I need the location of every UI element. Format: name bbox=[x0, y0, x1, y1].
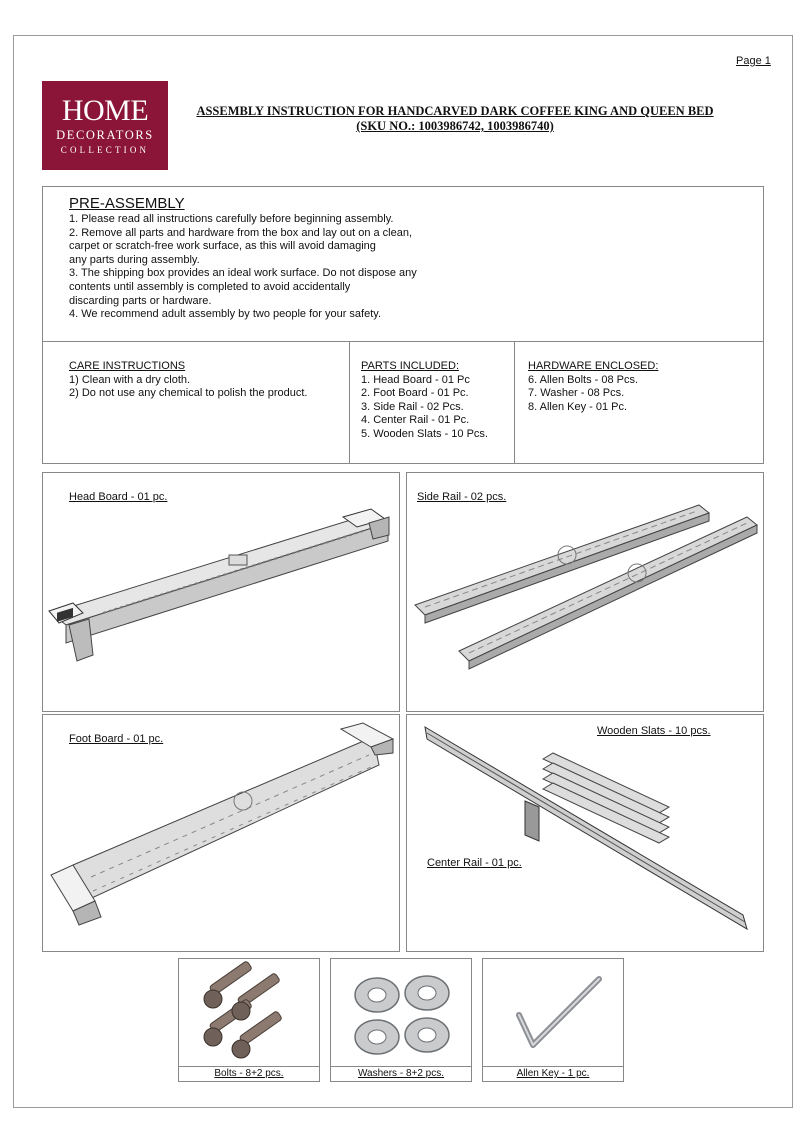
info-box bbox=[42, 341, 764, 464]
pre-assembly-line: 3. The shipping box provides an ideal work surface. Do not dispose any bbox=[69, 267, 417, 280]
slats-label: Wooden Slats - 10 pcs. bbox=[597, 725, 711, 737]
parts-item: 2. Foot Board - 01 Pc. bbox=[361, 387, 469, 400]
pre-assembly-line: 4. We recommend adult assembly by two people for your safety. bbox=[69, 308, 382, 321]
parts-item: 1. Head Board - 01 Pc bbox=[361, 373, 470, 386]
page-number: Page 1 bbox=[736, 55, 771, 67]
hardware-item: 8. Allen Key - 01 Pc. bbox=[528, 400, 628, 413]
care-item: 1) Clean with a dry cloth. bbox=[69, 373, 191, 386]
care-item: 2) Do not use any chemical to polish the product. bbox=[69, 387, 308, 400]
pre-assembly-heading: PRE-ASSEMBLY bbox=[69, 195, 185, 212]
logo-line-1: HOME bbox=[61, 94, 149, 127]
footboard-panel bbox=[42, 714, 400, 952]
siderail-drawing bbox=[407, 473, 765, 713]
washers-caption: Washers - 8+2 pcs. bbox=[331, 1066, 471, 1081]
pre-assembly-line: carpet or scratch-free work surface, as this will avoid damaging bbox=[69, 240, 376, 253]
hardware-item: 6. Allen Bolts - 08 Pcs. bbox=[528, 373, 639, 386]
siderail-label: Side Rail - 02 pcs. bbox=[417, 491, 507, 503]
hardware-heading: HARDWARE ENCLOSED: bbox=[528, 360, 659, 372]
pre-assembly-line: contents until assembly is completed to avoid accidentally bbox=[69, 280, 351, 293]
hardware-item: 7. Washer - 08 Pcs. bbox=[528, 387, 625, 400]
pre-assembly-line: discarding parts or hardware. bbox=[69, 294, 212, 307]
parts-item: 4. Center Rail - 01 Pc. bbox=[361, 414, 470, 427]
hardware-enclosed bbox=[514, 342, 764, 463]
allen-key-thumbnail bbox=[482, 958, 624, 1082]
bolts-icon bbox=[179, 959, 321, 1069]
title-line-1: ASSEMBLY INSTRUCTION FOR HANDCARVED DARK COFFEE KING AND QUEEN BED bbox=[196, 104, 714, 118]
footboard-label: Foot Board - 01 pc. bbox=[69, 733, 164, 745]
care-heading: CARE INSTRUCTIONS bbox=[69, 360, 186, 372]
siderail-panel bbox=[406, 472, 764, 712]
parts-item: 5. Wooden Slats - 10 Pcs. bbox=[361, 427, 488, 440]
parts-included bbox=[349, 342, 514, 463]
headboard-label: Head Board - 01 pc. bbox=[69, 491, 168, 503]
logo-line-3: COLLECTION bbox=[60, 145, 150, 155]
care-instructions bbox=[69, 342, 359, 463]
washers-thumbnail bbox=[330, 958, 472, 1082]
brand-logo bbox=[42, 81, 168, 170]
bolts-caption: Bolts - 8+2 pcs. bbox=[179, 1066, 319, 1081]
pre-assembly-box bbox=[42, 186, 764, 342]
title-sku-line: (SKU NO.: 1003986742, 1003986740) bbox=[356, 119, 554, 133]
pre-assembly-line: any parts during assembly. bbox=[69, 253, 200, 266]
centerrail-drawing bbox=[407, 715, 765, 953]
slats-stack bbox=[543, 753, 669, 843]
headboard-panel bbox=[42, 472, 400, 712]
headboard-drawing bbox=[43, 473, 401, 713]
pre-assembly-line: 1. Please read all instructions carefully before beginning assembly. bbox=[69, 213, 394, 225]
parts-item: 3. Side Rail - 02 Pcs. bbox=[361, 400, 464, 413]
bolts-thumbnail bbox=[178, 958, 320, 1082]
centerrail-panel bbox=[406, 714, 764, 952]
document-title bbox=[185, 104, 725, 134]
pre-assembly-line: 2. Remove all parts and hardware from the box and lay out on a clean, bbox=[69, 226, 413, 239]
allen-key-caption: Allen Key - 1 pc. bbox=[483, 1066, 623, 1081]
logo-line-2: DECORATORS bbox=[56, 128, 154, 142]
allen-key-icon bbox=[483, 959, 625, 1069]
washers-icon bbox=[331, 959, 473, 1069]
centerrail-label: Center Rail - 01 pc. bbox=[427, 857, 522, 869]
footboard-drawing bbox=[43, 715, 401, 953]
parts-heading: PARTS INCLUDED: bbox=[361, 360, 460, 372]
